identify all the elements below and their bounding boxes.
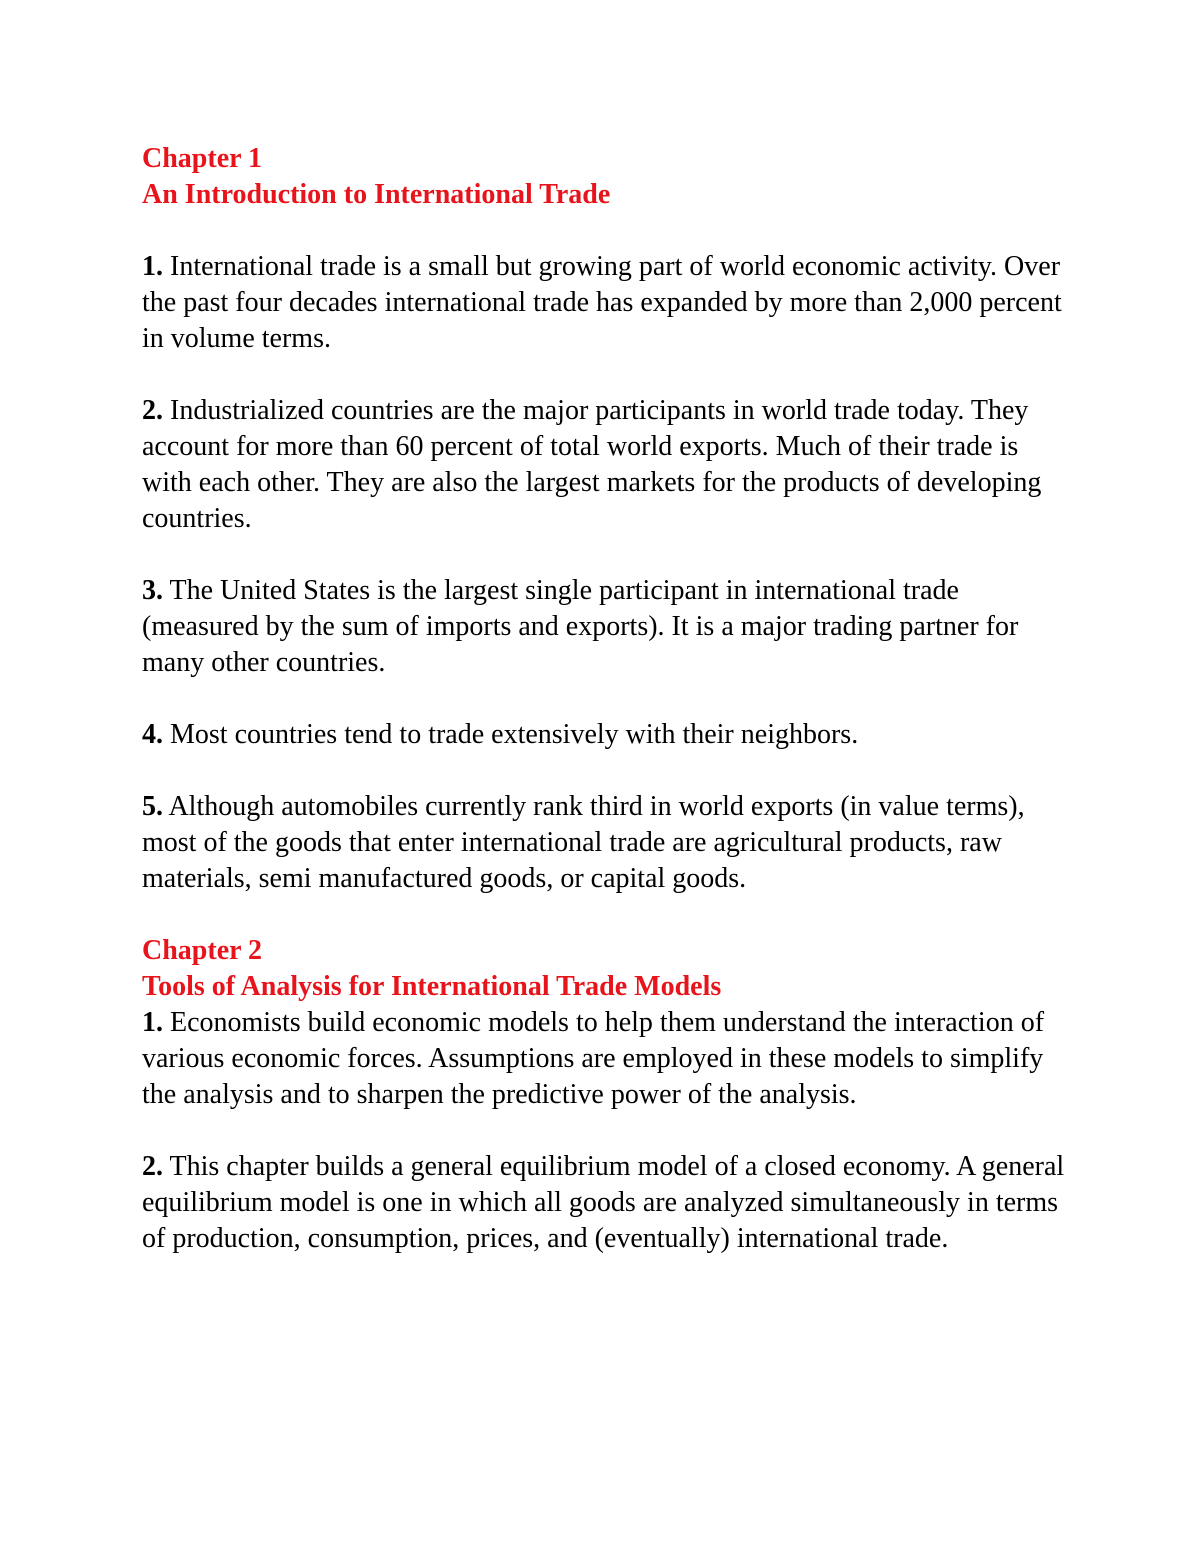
point-number: 1. xyxy=(142,1007,163,1038)
chapter-1-header xyxy=(142,141,1072,213)
point-number: 4. xyxy=(142,719,163,750)
chapter-2-label: Chapter 2 xyxy=(142,935,263,966)
chapter-1-point-4 xyxy=(142,717,1072,753)
document-page xyxy=(142,141,1072,1257)
point-text: The United States is the largest single participant in international trade (measured by the sum of imports and exports). It is a major trading partner for many other countries. xyxy=(142,575,1019,678)
spacer xyxy=(142,753,1072,789)
chapter-1-point-2 xyxy=(142,393,1072,537)
point-number: 1. xyxy=(142,251,163,282)
point-text: Economists build economic models to help them understand the interaction of various economic forces. Assumptions are employed in these models to simplify the analysis and to sharpen the predictive power of the analysis. xyxy=(142,1007,1045,1110)
chapter-1-point-1 xyxy=(142,249,1072,357)
chapter-1-point-3 xyxy=(142,573,1072,681)
spacer xyxy=(142,1113,1072,1149)
point-number: 2. xyxy=(142,395,163,426)
chapter-1-label: Chapter 1 xyxy=(142,143,263,174)
spacer xyxy=(142,357,1072,393)
chapter-2-point-1 xyxy=(142,1005,1072,1113)
point-number: 3. xyxy=(142,575,163,606)
point-text: Most countries tend to trade extensively with their neighbors. xyxy=(163,719,859,750)
point-text: Industrialized countries are the major participants in world trade today. They account for more than 60 percent of total world exports. Much of their trade is with each other. They are also the largest markets for the products of developing countries. xyxy=(142,395,1042,534)
chapter-2-header xyxy=(142,933,1072,1005)
spacer xyxy=(142,897,1072,933)
chapter-1-point-5 xyxy=(142,789,1072,897)
chapter-2-title: Tools of Analysis for International Trade Models xyxy=(142,971,722,1002)
spacer xyxy=(142,537,1072,573)
point-text: International trade is a small but growing part of world economic activity. Over the past four decades international trade has expanded by more than 2,000 percent in volume terms. xyxy=(142,251,1062,354)
point-text: This chapter builds a general equilibrium model of a closed economy. A general equilibrium model is one in which all goods are analyzed simultaneously in terms of production, consumption, prices, and (eventually) international trade. xyxy=(142,1151,1065,1254)
point-number: 5. xyxy=(142,791,163,822)
spacer xyxy=(142,681,1072,717)
point-text: Although automobiles currently rank third in world exports (in value terms), most of the goods that enter international trade are agricultural products, raw materials, semi manufactured goods, or capital goods. xyxy=(142,791,1025,894)
spacer xyxy=(142,213,1072,249)
chapter-2-point-2 xyxy=(142,1149,1072,1257)
chapter-1-title: An Introduction to International Trade xyxy=(142,179,611,210)
point-number: 2. xyxy=(142,1151,163,1182)
